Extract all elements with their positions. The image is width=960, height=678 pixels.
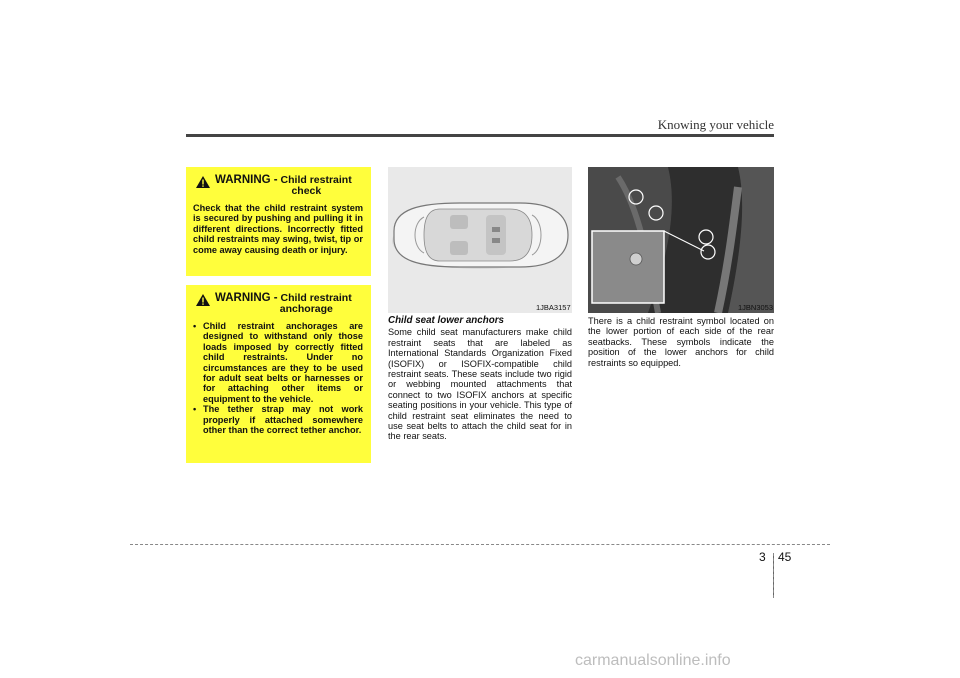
page-number-value: 45 <box>778 550 792 564</box>
warning-box-child-restraint-check <box>186 167 371 276</box>
warning-list <box>193 321 363 435</box>
warning-list-item: • The tether strap may not work properly if attached somewhere other than the correct tether anchor. <box>193 404 363 435</box>
warning-title <box>215 175 352 197</box>
warning-triangle-icon <box>196 176 210 188</box>
warning-word: WARNING - <box>215 174 278 186</box>
warning-title-line1: Child restraint <box>280 292 352 304</box>
warning-word: WARNING - <box>215 292 278 304</box>
warning-title-line2: anchorage <box>279 303 333 315</box>
section-title: Knowing your vehicle <box>657 117 774 132</box>
warning-title <box>215 293 352 315</box>
figure-code: 1JBA3157 <box>536 303 571 312</box>
watermark-text[interactable]: carmanualsonline.info <box>575 652 731 669</box>
rear-seat-photo <box>588 167 774 313</box>
page-number-separator <box>773 553 774 598</box>
right-column <box>588 316 774 368</box>
warning-body: Check that the child restraint system is secured by pushing and pulling it in different directions. Incorrectly fitted child restraints may swing, twist, tip or come away causing death or injury. <box>193 203 363 255</box>
warning-header <box>193 175 363 197</box>
right-column-body: There is a child restraint symbol located on the lower portion of each side of the rear seatbacks. These symbols indicate the position of the lower anchors for child restraints so equipped. <box>588 316 774 368</box>
figure-rear-seat-anchor <box>588 167 774 313</box>
chapter-number: 3 <box>759 550 766 564</box>
warning-list-item: • Child restraint anchorages are designed to withstand only those loads imposed by correctly fitted child restraints. Under no circumstances are they to be used for adult seat belts or harnesses or for attaching other items or equipment to the vehicle. <box>193 321 363 404</box>
warning-box-child-restraint-anchorage <box>186 285 371 463</box>
middle-column-body: Some child seat manufacturers make child restraint seats that are labeled as International Standards Organization Fixed (ISOFIX) or ISOFIX-compatible child restraint seats. These seats include two rigid or webbing mounted attachments that connect to two ISOFIX anchors at specific seating positions in your vehicle. This type of child restraint seat eliminates the need to use seat belts to attach the child seat for in the rear seats. <box>388 327 572 442</box>
warning-title-line1: Child restraint <box>280 174 352 186</box>
header-rule <box>186 134 774 137</box>
figure-car-top-view <box>388 167 572 313</box>
warning-header <box>193 293 363 315</box>
figure-code: 1JBN3053 <box>738 303 774 312</box>
car-top-view-illustration <box>388 167 572 313</box>
footer-rule <box>130 544 830 545</box>
middle-column <box>388 316 572 442</box>
warning-triangle-icon <box>196 294 210 306</box>
warning-title-line2: check <box>291 185 322 197</box>
section-heading: Child seat lower anchors <box>388 315 504 326</box>
